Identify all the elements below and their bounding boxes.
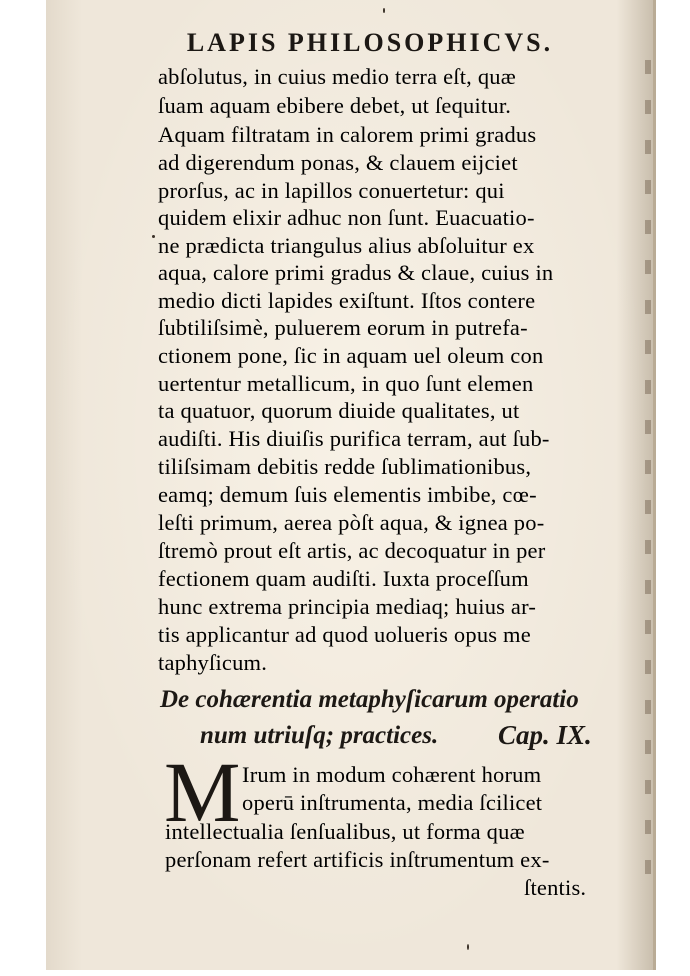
body-line: abſolutus, in cuius medio terra eſt, quæ	[158, 64, 516, 89]
chapter-title-line-1: De cohærentia metaphyſicarum operatio	[160, 686, 579, 713]
body-line: audiſti. His diuiſis purifica terram, aut ſub-	[158, 426, 550, 451]
ink-speck	[152, 235, 155, 238]
chapter-line: perſonam refert artificis inſtrumentum ex-	[165, 847, 550, 872]
chapter-title-line-2: num utriuſq; practices.	[200, 722, 439, 749]
body-line: uertentur metallicum, in quo ſunt elemen	[158, 371, 534, 396]
body-line: ne prædicta triangulus alius abſoluitur ex	[158, 233, 535, 258]
body-line: Aquam filtratam in calorem primi gradus	[158, 122, 537, 147]
ink-speck	[383, 8, 385, 13]
body-line: ad digerendum ponas, & clauem eijciet	[158, 150, 518, 175]
running-head: LAPIS PHILOSOPHICVS.	[186, 28, 554, 57]
body-line: ſtremò prout eſt artis, ac decoquatur in per	[158, 538, 546, 563]
chapter-line: Irum in modum cohærent horum	[242, 762, 542, 787]
body-line: taphyſicum.	[158, 650, 268, 675]
ink-speck	[467, 944, 469, 950]
body-line: medio dicti lapides exiſtunt. Iſtos contere	[158, 288, 536, 313]
page-edge-shadow	[645, 60, 651, 880]
body-line: ctionem pone, ſic in aquam uel oleum con	[158, 343, 544, 368]
chapter-line: ſtentis.	[524, 875, 587, 900]
body-line: aqua, calore primi gradus & claue, cuius in	[158, 260, 554, 285]
body-line: prorſus, ac in lapillos conuertetur: qui	[158, 178, 505, 203]
drop-cap: M	[164, 744, 241, 840]
body-line: ta quatuor, quorum diuide qualitates, ut	[158, 398, 520, 423]
body-line: tiliſsimam debitis redde ſublimationibus,	[158, 454, 532, 479]
body-line: hunc extrema principia mediaq; huius ar-	[158, 594, 537, 619]
chapter-number: Cap. IX.	[498, 720, 592, 750]
body-line: fectionem quam audiſti. Iuxta proceſſum	[158, 566, 529, 591]
body-line: eamq; demum ſuis elementis imbibe, cœ-	[158, 482, 537, 507]
body-line: ſubtiliſsimè, puluerem eorum in putrefa-	[158, 315, 528, 340]
body-line: ſuam aquam ebibere debet, ut ſequitur.	[158, 93, 512, 118]
body-line: tis applicantur ad quod uolueris opus me	[158, 622, 531, 647]
body-line: quidem elixir adhuc non ſunt. Euacuatio-	[158, 205, 535, 230]
body-line: leſti primum, aerea pòſt aqua, & ignea po-	[158, 510, 545, 535]
chapter-line: operū inſtrumenta, media ſcilicet	[242, 790, 543, 815]
chapter-line: intellectualia ſenſualibus, ut forma quæ	[165, 819, 525, 844]
